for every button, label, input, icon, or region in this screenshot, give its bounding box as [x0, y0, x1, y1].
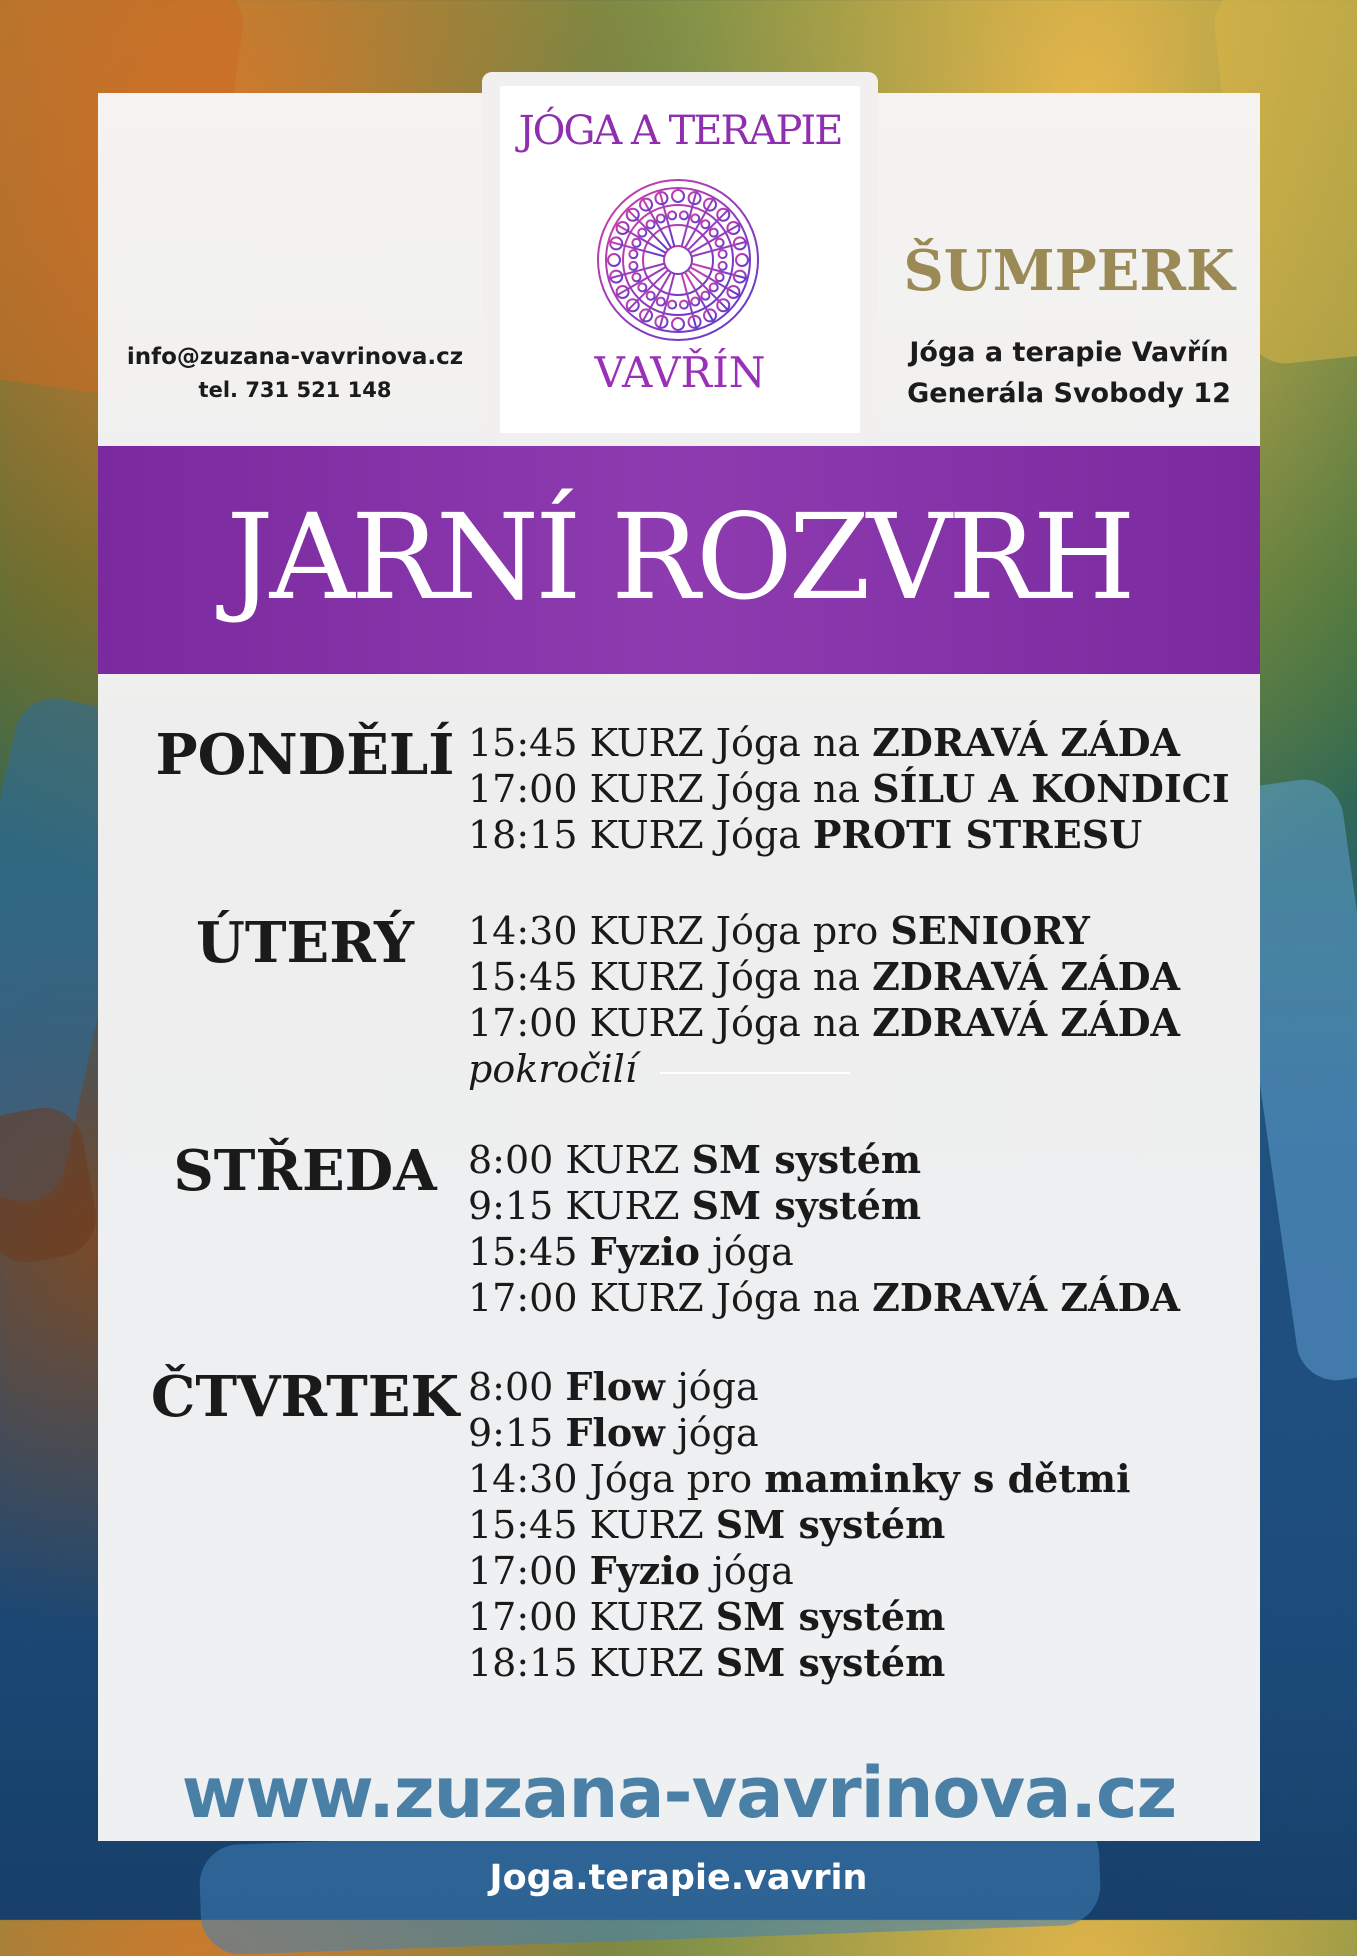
- class-item: [468, 1594, 1248, 1640]
- class-name: SM systém: [691, 1183, 922, 1228]
- class-name: SM systém: [715, 1594, 946, 1639]
- class-item: [468, 1000, 1248, 1046]
- class-name: ZDRAVÁ ZÁDA: [872, 1275, 1181, 1320]
- class-time: 17:00 KURZ: [468, 1595, 716, 1639]
- class-item: [468, 720, 1248, 766]
- city-name: ŠUMPERK: [903, 238, 1235, 304]
- class-time: 9:15 KURZ: [468, 1184, 692, 1228]
- class-item: [468, 954, 1248, 1000]
- class-item: [468, 1137, 1248, 1183]
- class-time: 17:00: [468, 1549, 590, 1593]
- class-suffix: jóga: [664, 1411, 759, 1455]
- wednesday-classes: [468, 1137, 1248, 1321]
- day-thursday: ČTVRTEK: [150, 1364, 460, 1430]
- class-item: [468, 1640, 1248, 1686]
- class-item: [468, 1183, 1248, 1229]
- class-item: [468, 1456, 1248, 1502]
- social-handle[interactable]: Joga.terapie.vavrin: [489, 1858, 868, 1898]
- studio-address: [878, 332, 1260, 414]
- class-item: [468, 812, 1248, 858]
- logo-title: JÓGA A TERAPIE: [518, 108, 842, 154]
- class-name: Flow: [565, 1364, 665, 1409]
- website-link[interactable]: www.zuzana-vavrinova.cz: [181, 1752, 1177, 1834]
- class-time: 14:30 Jóga pro: [468, 1457, 765, 1501]
- contact-email[interactable]: info@zuzana-vavrinova.cz: [126, 344, 464, 370]
- class-time: 14:30 KURZ Jóga pro: [468, 909, 891, 953]
- class-item: [468, 908, 1248, 954]
- class-suffix: jóga: [700, 1549, 794, 1593]
- class-time: 18:15 KURZ Jóga: [468, 813, 813, 857]
- schedule-title: JARNÍ ROZVRH: [226, 488, 1132, 626]
- class-name: Fyzio: [589, 1548, 701, 1593]
- logo-subtitle: VAVŘÍN: [594, 348, 766, 397]
- class-item: [468, 1229, 1248, 1275]
- studio-street: Generála Svobody 12: [907, 378, 1231, 409]
- class-name: maminky s dětmi: [764, 1456, 1131, 1501]
- class-name: ZDRAVÁ ZÁDA: [872, 720, 1181, 765]
- class-time: 8:00: [468, 1365, 566, 1409]
- class-suffix: jóga: [700, 1230, 794, 1274]
- class-time: 9:15: [468, 1411, 566, 1455]
- class-name: ZDRAVÁ ZÁDA: [872, 1000, 1181, 1045]
- class-time: 17:00 KURZ Jóga na: [468, 1276, 873, 1320]
- contact-info: [108, 344, 482, 402]
- class-time: 15:45: [468, 1230, 590, 1274]
- class-item: [468, 1364, 1248, 1410]
- class-name: ZDRAVÁ ZÁDA: [872, 954, 1181, 999]
- thursday-classes: [468, 1364, 1248, 1686]
- class-time: 8:00 KURZ: [468, 1138, 692, 1182]
- day-monday: PONDĚLÍ: [155, 722, 455, 788]
- class-time: 15:45 KURZ Jóga na: [468, 721, 873, 765]
- tuesday-classes: [468, 908, 1248, 1092]
- class-name: SM systém: [715, 1640, 946, 1685]
- class-name: SENIORY: [890, 908, 1090, 953]
- class-name: Flow: [565, 1410, 665, 1455]
- monday-classes: [468, 720, 1248, 858]
- day-wednesday: STŘEDA: [173, 1138, 437, 1204]
- contact-phone[interactable]: tel. 731 521 148: [198, 378, 392, 402]
- class-time: 17:00 KURZ Jóga na: [468, 767, 873, 811]
- studio-name: Jóga a terapie Vavřín: [909, 337, 1229, 368]
- note-divider: [660, 1072, 850, 1074]
- mandala-icon: [593, 175, 763, 345]
- class-note: pokročilí: [468, 1047, 638, 1091]
- class-name: SM systém: [691, 1137, 922, 1182]
- class-item: [468, 1502, 1248, 1548]
- class-name: SÍLU A KONDICI: [872, 766, 1230, 811]
- class-time: 17:00 KURZ Jóga na: [468, 1001, 873, 1045]
- class-item: [468, 1410, 1248, 1456]
- class-name: Fyzio: [589, 1229, 701, 1274]
- class-item: [468, 766, 1248, 812]
- class-time: 15:45 KURZ Jóga na: [468, 955, 873, 999]
- class-suffix: jóga: [664, 1365, 759, 1409]
- class-name: SM systém: [715, 1502, 946, 1547]
- class-item: [468, 1275, 1248, 1321]
- class-item: [468, 1548, 1248, 1594]
- class-time: 15:45 KURZ: [468, 1503, 716, 1547]
- class-name: PROTI STRESU: [812, 812, 1143, 857]
- background-rock: [0, 1102, 102, 1269]
- class-time: 18:15 KURZ: [468, 1641, 716, 1685]
- day-tuesday: ÚTERÝ: [196, 910, 414, 976]
